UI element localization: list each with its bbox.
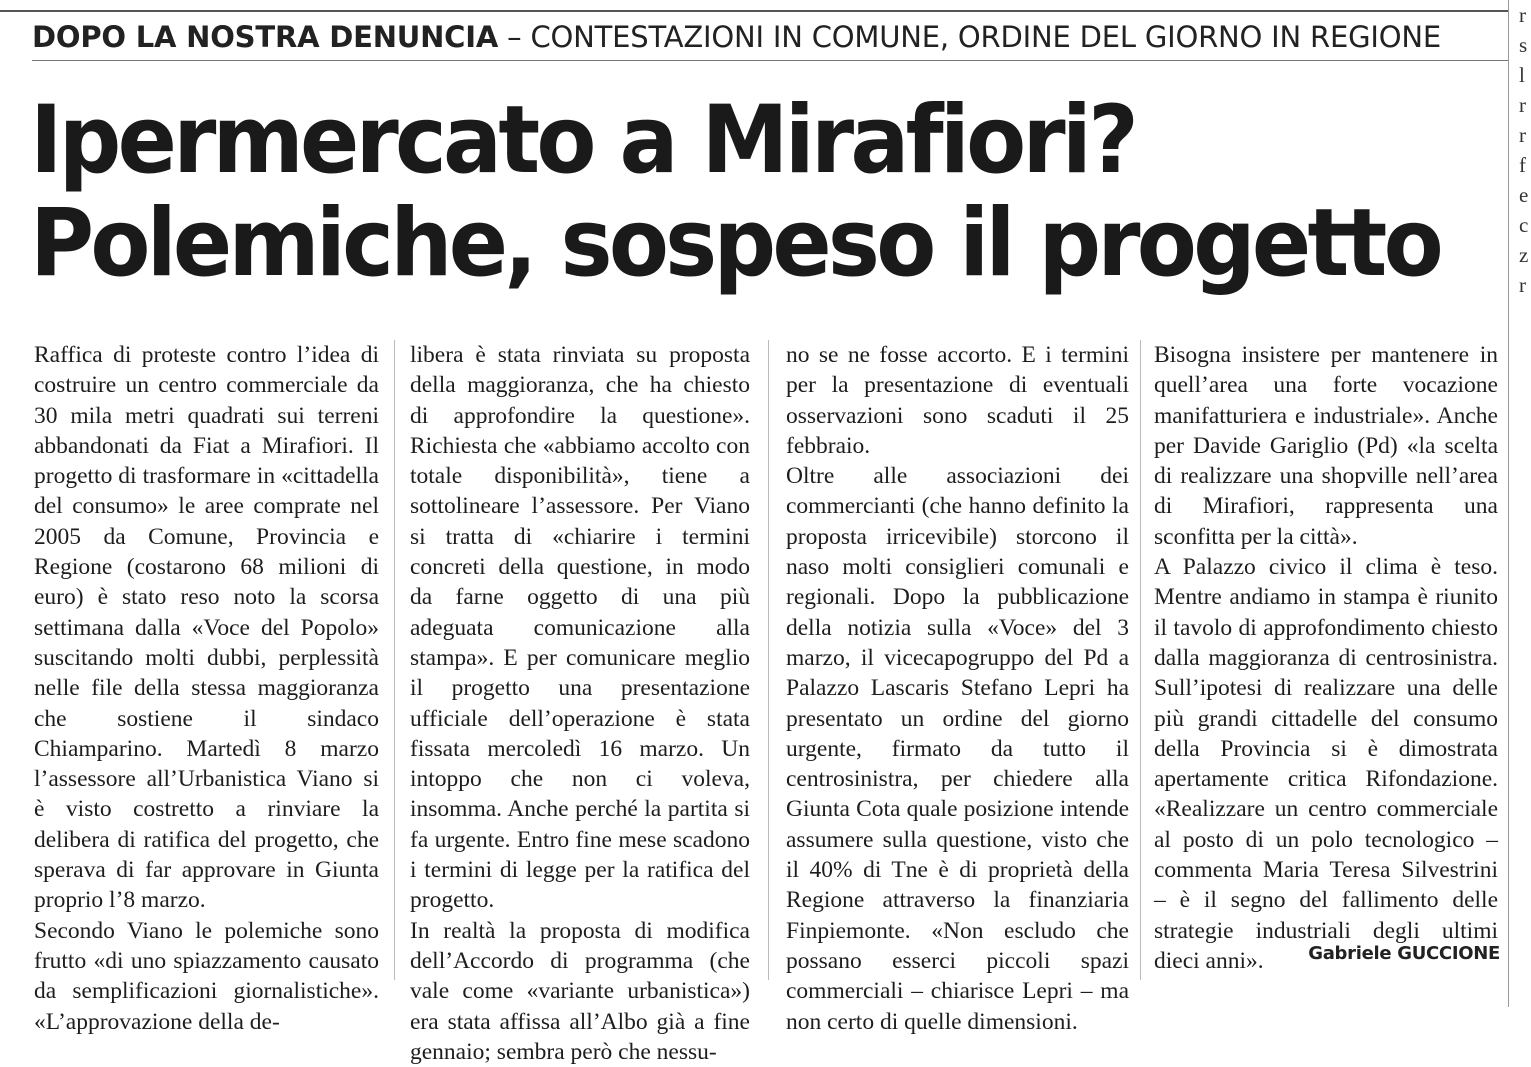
article-column-1 — [34, 340, 379, 1035]
paragraph: no se ne fosse accorto. E i termini per la presentazione di eventuali osservazioni sono scaduti il 25 febbraio. — [786, 342, 1129, 459]
column-divider — [768, 340, 769, 980]
article-column-2 — [410, 340, 750, 1065]
paragraph: Oltre alle associazioni dei commercianti (che hanno definito la proposta irricevibile) storcono il naso molti consiglieri comunali e regionali. Dopo la pubblicazione della notizia sulla «Voce» del 3 marzo, il vicecapogruppo del Pd a Palazzo Lascaris Stefano Lepri ha presentato un ordine del giorno urgente, firmato da tutto il centrosinistra, per chiedere alla Giunta Cota quale posizione intende assumere sulla questione, visto che il 40% di Tne è di proprietà della Regione attraverso la finanziaria Finpiemonte. «Non escludo che possano esserci piccoli spazi commerciali – chiarisce Lepri – ma non certo di quelle dimensioni. — [786, 463, 1129, 1035]
kicker-bold: DOPO LA NOSTRA DENUNCIA — [32, 20, 499, 54]
fragment-char: f — [1519, 153, 1526, 177]
kicker-divider — [32, 60, 1508, 61]
fragment-char: s — [1519, 33, 1528, 57]
fragment-char: e — [1519, 183, 1529, 207]
paragraph: In realtà la proposta di modifica dell’Accordo di programma (che vale come «variante urbanistica») era stata affissa all’Albo già a fine gennaio; sembra però che nessu- — [410, 917, 750, 1065]
kicker — [32, 20, 1492, 54]
kicker-rest: CONTESTAZIONI IN COMUNE, ORDINE DEL GIORNO IN REGIONE — [530, 20, 1441, 54]
paragraph: libera è stata rinviata su proposta della maggioranza, che ha chiesto di approfondire la questione». Richiesta che «abbiamo accolto con totale disponibilità», tiene a sottolineare l’assessore. Per Viano si tratta di «chiarire i termini concreti della questione, in modo da farne oggetto di una più adeguata comunicazione alla stampa». E per comunicare meglio il progetto una presentazione ufficiale dell’operazione è stata fissata mercoledì 16 marzo. Un intoppo che non ci voleva, insomma. Anche perché la partita si fa urgente. Entro fine mese scadono i termini di legge per la ratifica del progetto. — [410, 342, 750, 914]
fragment-char: l — [1519, 63, 1525, 87]
article-column-3 — [786, 340, 1129, 1035]
fragment-char: r — [1519, 3, 1526, 27]
kicker-dash: – — [498, 20, 531, 54]
paragraph: Bisogna insistere per mantenere in quell’area una forte vocazione manifatturiera e industriale». Anche per Davide Gariglio (Pd) «la scelta di realizzare una shopville nell’area di Mirafiori, rappresenta una sconfitta per la città». — [1154, 342, 1498, 550]
paragraph: Secondo Viano le polemiche sono frutto «di uno spiazzamento causato da semplificazioni giornalistiche». «L’approvazione della de- — [34, 917, 379, 1035]
headline-line-2: Polemiche, sospeso il progetto — [30, 189, 1440, 298]
top-border-rule — [0, 10, 1508, 12]
neighbor-article-divider — [1508, 0, 1509, 1007]
fragment-char: z — [1519, 243, 1529, 267]
fragment-char: c — [1519, 213, 1529, 237]
paragraph: Raffica di proteste contro l’idea di costruire un centro commerciale da 30 mila metri quadrati sui terreni abbandonati da Fiat a Mirafiori. Il progetto di trasformare in «cittadella del consumo» le aree comprate nel 2005 da Comune, Provincia e Regione (costarono 68 milioni di euro) è stato reso noto la scorsa settimana dalla «Voce del Popolo» suscitando molti dubbi, perplessità nelle file della stessa maggioranza che sostiene il sindaco Chiamparino. Martedì 8 marzo l’assessore all’Urbanistica Viano si è visto costretto a rinviare la delibera di ratifica del progetto, che sperava di far approvare in Giunta proprio l’8 marzo. — [34, 342, 379, 914]
fragment-char: r — [1519, 93, 1526, 117]
author-byline: Gabriele GUCCIONE — [1308, 943, 1500, 964]
fragment-char: r — [1519, 123, 1526, 147]
neighbor-article-fragment — [1519, 0, 1531, 400]
column-divider — [394, 340, 395, 980]
fragment-char: r — [1519, 273, 1526, 297]
column-divider — [1140, 340, 1141, 980]
article-column-4 — [1154, 340, 1498, 980]
paragraph: A Palazzo civico il clima è teso. Mentre andiamo in stampa è riunito il tavolo di approfondimento chiesto dalla maggioranza di centrosinistra. Sull’ipotesi di realizzare una delle più grandi cittadelle del consumo della Provincia si è dimostrata apertamente critica Rifondazione. «Realizzare un centro commerciale al posto di un polo tecnologico – commenta Maria Teresa Silvestrini – è il segno del fallimento delle strategie industriali degli ultimi dieci anni». — [1154, 554, 1498, 974]
headline-line-1: Ipermercato a Mirafiori? — [30, 86, 1136, 195]
